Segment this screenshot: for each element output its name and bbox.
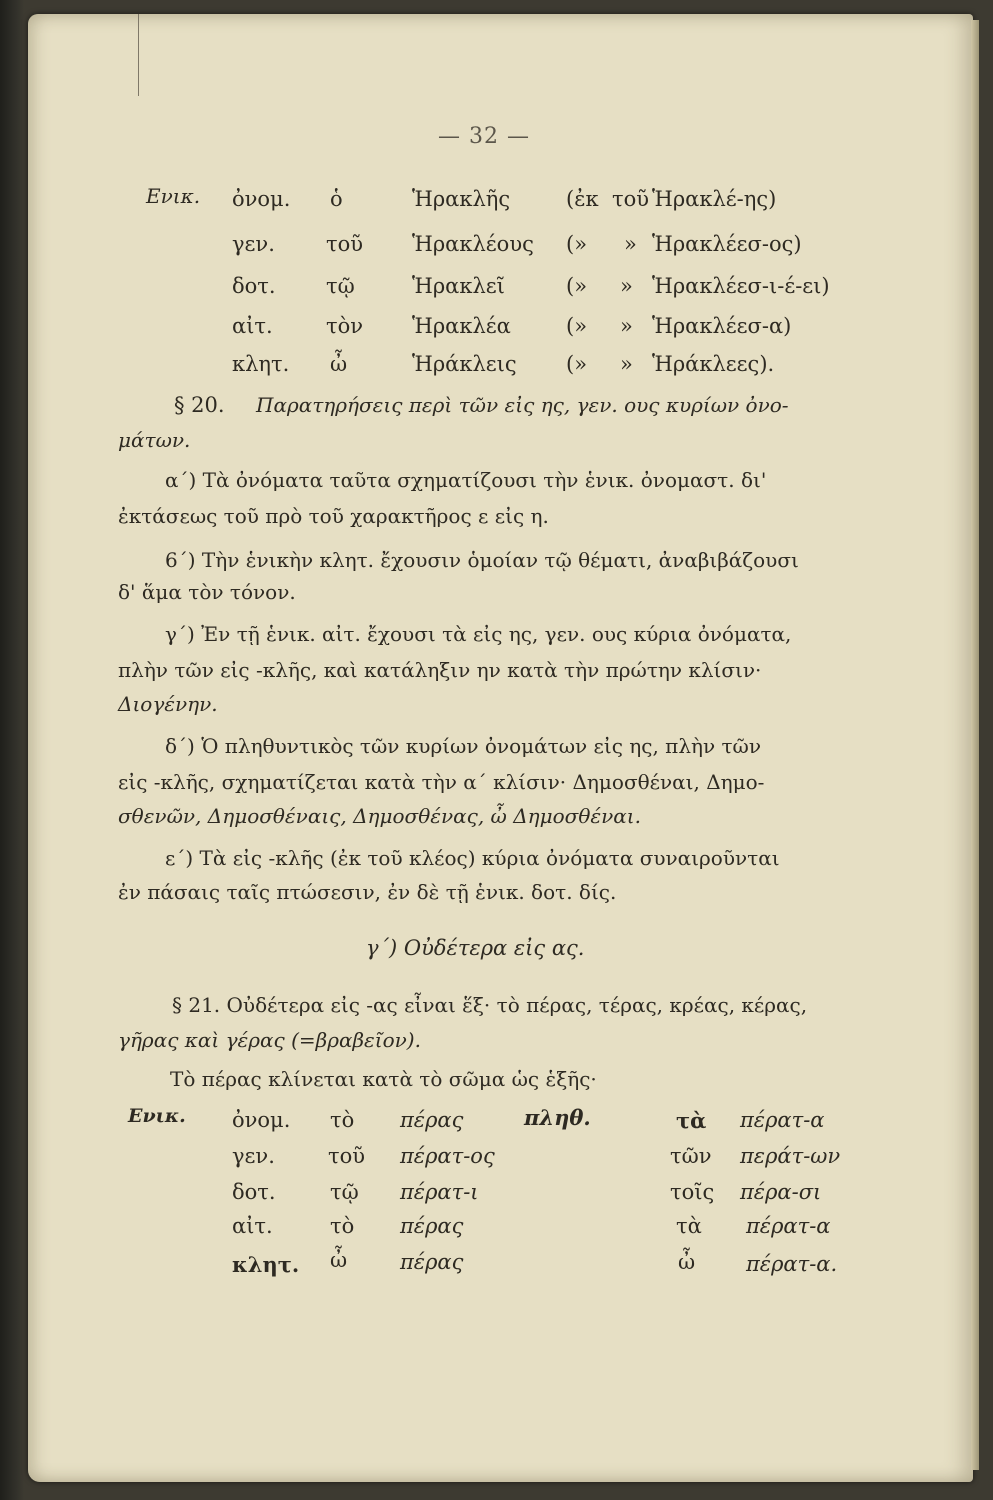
paragraph-b-line: 6΄) Τὴν ἑνικὴν κλητ. ἔχουσιν ὁμοίαν τῷ θέματι, ἀναβιβάζουσι — [165, 548, 799, 572]
paragraph-d-line: εἰς -κλῆς, σχηματίζεται κατὰ τὴν α΄ κλίσιν· Δημοσθέναι, Δημο- — [118, 770, 765, 794]
page-fold-mark — [138, 14, 149, 96]
t1-stem: Ἡράκλεες). — [652, 352, 775, 376]
t1-form: Ἡρακλεῖ — [412, 274, 505, 298]
page-edge — [971, 20, 979, 1470]
t1-number-label: Ενικ. — [146, 184, 201, 208]
subheading: γ΄) Οὐδέτερα εἰς ας. — [366, 936, 585, 960]
t2-form: πέρας — [400, 1108, 464, 1132]
t1-case: κλητ. — [232, 352, 290, 376]
t1-stem: Ἡρακλέεσ-α) — [652, 314, 792, 338]
t1-article: τὸν — [326, 314, 364, 338]
t2-case: αἰτ. — [232, 1214, 273, 1238]
section-21-line: γῆρας καὶ γέρας (=βραβεῖον). — [118, 1028, 421, 1052]
t1-case: αἰτ. — [232, 314, 273, 338]
t2-plural-article: τοῖς — [670, 1180, 715, 1204]
t1-from-article: τοῦ — [612, 187, 650, 211]
t1-from: (ἐκ — [566, 187, 599, 211]
t1-form: Ἡρακλέα — [412, 314, 511, 338]
t2-plural-form: πέρατ-α — [740, 1108, 825, 1132]
t2-number-label: Ενικ. — [128, 1105, 186, 1127]
t1-ditto: » — [620, 352, 633, 376]
paragraph-g-line: Διογένην. — [118, 692, 218, 716]
t1-stem: Ἡρακλέεσ-ι-έ-ει) — [652, 274, 830, 298]
t2-plural-article: τῶν — [670, 1144, 712, 1168]
t1-article: τοῦ — [326, 232, 364, 256]
paragraph-g-line: πλὴν τῶν εἰς -κλῆς, καὶ κατάληξιν ην κατὰ τὴν πρώτην κλίσιν· — [118, 658, 762, 682]
t2-plural-article: τὰ — [676, 1108, 707, 1133]
t2-plural-article: ὦ — [678, 1250, 696, 1274]
t1-form: Ἡράκλεις — [412, 352, 517, 376]
t1-ditto: (» — [566, 274, 588, 298]
paragraph-b-line: δ' ἅμα τὸν τόνον. — [118, 580, 296, 604]
t2-article: τῷ — [330, 1180, 359, 1204]
t2-plural-label: πληθ. — [524, 1105, 591, 1130]
section-20-title: Παρατηρήσεις περὶ τῶν εἰς ης, γεν. ους κυρίων ὀνο- — [256, 393, 789, 417]
t1-article: ὦ — [330, 352, 348, 376]
t1-case: δοτ. — [232, 274, 276, 298]
t2-article: ὦ — [330, 1248, 348, 1272]
paragraph-g-line: γ΄) Ἐν τῇ ἑνικ. αἰτ. ἔχουσι τὰ εἰς ης, γεν. ους κύρια ὀνόματα, — [165, 622, 792, 646]
t2-case: δοτ. — [232, 1180, 276, 1204]
t2-plural-form: πέρα-σι — [740, 1180, 822, 1204]
t1-form: Ἡρακλέους — [412, 232, 534, 256]
t1-ditto: (» — [566, 352, 588, 376]
t1-ditto: » — [620, 274, 633, 298]
t2-case: γεν. — [232, 1144, 275, 1168]
t2-plural-form: πέρατ-α — [746, 1214, 831, 1238]
section-21-line: § 21. Οὐδέτερα εἰς -ας εἶναι ἕξ· τὸ πέρας, τέρας, κρέας, κέρας, — [172, 993, 808, 1017]
t2-form: πέρατ-ος — [400, 1144, 495, 1168]
t1-article: τῷ — [326, 274, 355, 298]
paragraph-a-line: α΄) Τὰ ὀνόματα ταῦτα σχηματίζουσι τὴν ἑνικ. ὀνομαστ. δι' — [165, 468, 767, 492]
t2-form: πέρατ-ι — [400, 1180, 479, 1204]
paragraph-d-line: σθενῶν, Δημοσθέναις, Δημοσθένας, ὦ Δημοσθέναι. — [118, 804, 641, 828]
t1-ditto: (» — [566, 314, 588, 338]
paragraph-e-line: ε΄) Τὰ εἰς -κλῆς (ἐκ τοῦ κλέος) κύρια ὀνόματα συναιροῦνται — [165, 846, 780, 870]
t1-case: ὀνομ. — [232, 187, 291, 211]
page-number: — 32 — — [438, 124, 530, 149]
t1-stem: Ἡρακλέ-ης) — [652, 187, 777, 211]
paragraph-d-line: δ΄) Ὁ πληθυντικὸς τῶν κυρίων ὀνομάτων εἰς ης, πλὴν τῶν — [165, 734, 762, 758]
t1-ditto: » — [620, 314, 633, 338]
t2-plural-article: τὰ — [676, 1214, 702, 1238]
t1-form: Ἡρακλῆς — [412, 187, 511, 211]
t1-ditto: (» — [566, 232, 588, 256]
t2-article: τοῦ — [328, 1144, 366, 1168]
t2-case: κλητ. — [232, 1252, 300, 1277]
t1-stem: Ἡρακλέεσ-ος) — [652, 232, 802, 256]
t1-case: γεν. — [232, 232, 275, 256]
paragraph-e-line: ἐν πάσαις ταῖς πτώσεσιν, ἐν δὲ τῇ ἑνικ. δοτ. δίς. — [118, 880, 617, 904]
t2-plural-form: περάτ-ων — [740, 1144, 841, 1168]
t2-case: ὀνομ. — [232, 1108, 291, 1132]
section-20-title-cont: μάτων. — [118, 428, 191, 452]
t1-article: ὁ — [330, 187, 343, 211]
t2-plural-form: πέρατ-α. — [746, 1252, 838, 1276]
section-20-number: § 20. — [174, 393, 225, 417]
paragraph-a-line: ἐκτάσεως τοῦ πρὸ τοῦ χαρακτῆρος ε εἰς η. — [118, 504, 549, 528]
t2-form: πέρας — [400, 1250, 464, 1274]
t2-form: πέρας — [400, 1214, 464, 1238]
section-21-line: Τὸ πέρας κλίνεται κατὰ τὸ σῶμα ὡς ἑξῆς· — [170, 1067, 597, 1091]
t1-ditto: » — [624, 232, 637, 256]
t2-article: τὸ — [330, 1108, 355, 1132]
t2-article: τὸ — [330, 1214, 355, 1238]
